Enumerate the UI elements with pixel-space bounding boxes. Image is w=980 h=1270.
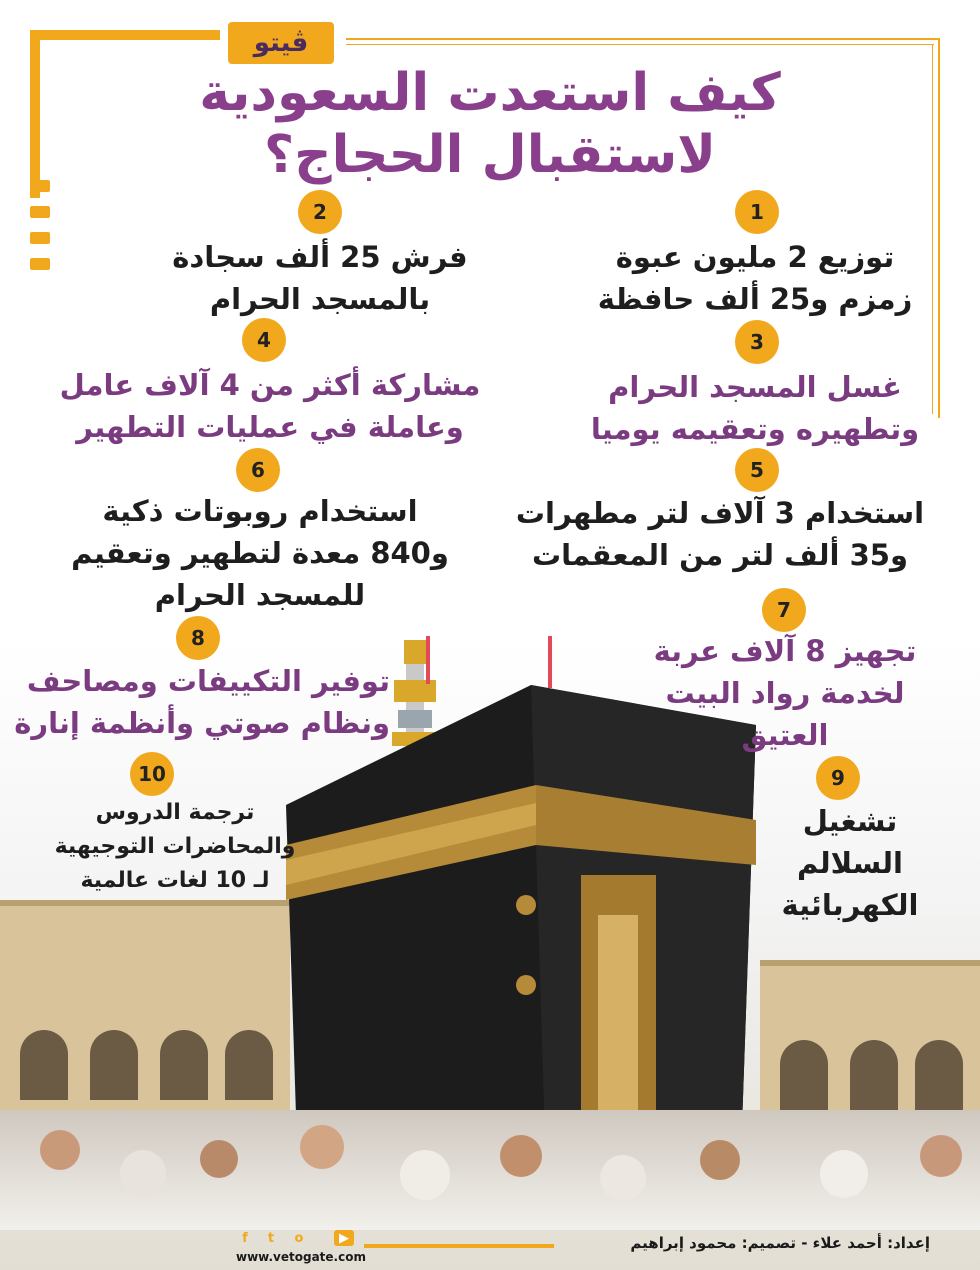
item-10-number: 10 [130,752,174,796]
item-3-line-1: غسل المسجد الحرام [608,370,902,404]
item-9-text [760,800,940,926]
arch [915,1040,963,1110]
item-7-line-3: العتيق [741,718,829,752]
item-1-line-2: زمزم و25 ألف حافظة [597,282,913,316]
item-5-text [500,492,940,576]
item-10-text [50,796,300,898]
item-4-line-1: مشاركة أكثر من 4 آلاف عامل [59,368,481,402]
item-10-line-2: والمحاضرات التوجيهية [54,834,296,859]
arch [90,1030,138,1100]
website-link[interactable]: www.vetogate.com [236,1250,366,1264]
crowd-head [400,1150,450,1200]
facebook-icon[interactable]: f [242,1230,248,1246]
item-3-line-2: وتطهيره وتعقيمه يوميا [590,412,920,446]
brand-logo [228,22,334,64]
item-10-line-3: لـ 10 لغات عالمية [80,868,270,893]
frame-top-right-line [346,38,940,40]
item-6-text [40,490,480,616]
crane [548,636,552,688]
item-8-number: 8 [176,616,220,660]
item-9-line-1: تشغيل [802,804,898,838]
item-4-number: 4 [242,318,286,362]
item-5-line-2: و35 ألف لتر من المعقمات [532,538,908,572]
crowd-head [200,1140,238,1178]
page-title-line-1: كيف استعدت السعودية [199,63,781,123]
item-8-line-1: توفير التكييفات ومصاحف [26,664,390,698]
item-2-text [130,236,510,320]
youtube-icon[interactable]: ▶ [334,1230,354,1246]
item-2-line-2: بالمسجد الحرام [209,282,431,316]
item-5-line-1: استخدام 3 آلاف لتر مطهرات [515,496,925,530]
item-7-line-1: تجهيز 8 آلاف عربة [653,634,917,668]
item-9-number: 9 [816,756,860,800]
frame-right-line-2 [932,44,933,414]
item-1-line-1: توزيع 2 مليون عبوة [615,240,895,274]
crowd-head [40,1130,80,1170]
item-6-line-2: و840 معدة لتطهير وتعقيم [71,536,449,570]
item-9-line-3: الكهربائية [781,888,919,922]
item-4-text [30,364,510,448]
kaaba-image [286,685,766,1170]
crowd-head [700,1140,740,1180]
frame-left-bar [30,30,40,198]
item-2-number: 2 [298,190,342,234]
crowd-head [600,1155,646,1201]
item-7-text [640,630,930,756]
brand-logo-text: ڤيتو [253,28,309,58]
credits-text: إعداد: أحمد علاء - تصميم: محمود إبراهيم [630,1234,930,1252]
crane [426,636,430,684]
item-5-number: 5 [735,448,779,492]
arch [850,1040,898,1110]
item-8-text [14,660,390,744]
arch [20,1030,68,1100]
item-6-line-3: للمسجد الحرام [154,578,366,612]
item-3-text [560,366,950,450]
item-7-line-2: لخدمة رواد البيت [665,676,905,710]
arch [160,1030,208,1100]
crowd-head [500,1135,542,1177]
crowd-head [300,1125,344,1169]
decor-bar [30,206,50,218]
arch [780,1040,828,1110]
frame-right-line [938,38,940,418]
item-2-line-1: فرش 25 ألف سجادة [172,240,468,274]
item-3-number: 3 [735,320,779,364]
item-4-line-2: وعاملة في عمليات التطهير [76,410,464,444]
crowd-head [120,1150,166,1196]
frame-top-right-line-2 [346,44,934,45]
decor-bar [30,232,50,244]
crowd-head [920,1135,962,1177]
item-6-number: 6 [236,448,280,492]
item-1-text [560,236,950,320]
page-title-line-2: لاستقبال الحجاج؟ [264,125,716,185]
item-9-line-2: السلالم [797,846,903,880]
item-1-number: 1 [735,190,779,234]
item-6-line-1: استخدام روبوتات ذكية [102,494,418,528]
item-10-line-1: ترجمة الدروس [95,800,255,825]
frame-top-bar [30,30,220,40]
twitter-icon[interactable]: t [267,1230,275,1246]
item-8-line-2: ونظام صوتي وأنظمة إنارة [14,706,390,740]
arch [225,1030,273,1100]
decor-bar [30,258,50,270]
item-7-number: 7 [762,588,806,632]
instagram-icon[interactable]: o [294,1230,304,1246]
crowd-head [820,1150,868,1198]
decor-bar [30,180,50,192]
